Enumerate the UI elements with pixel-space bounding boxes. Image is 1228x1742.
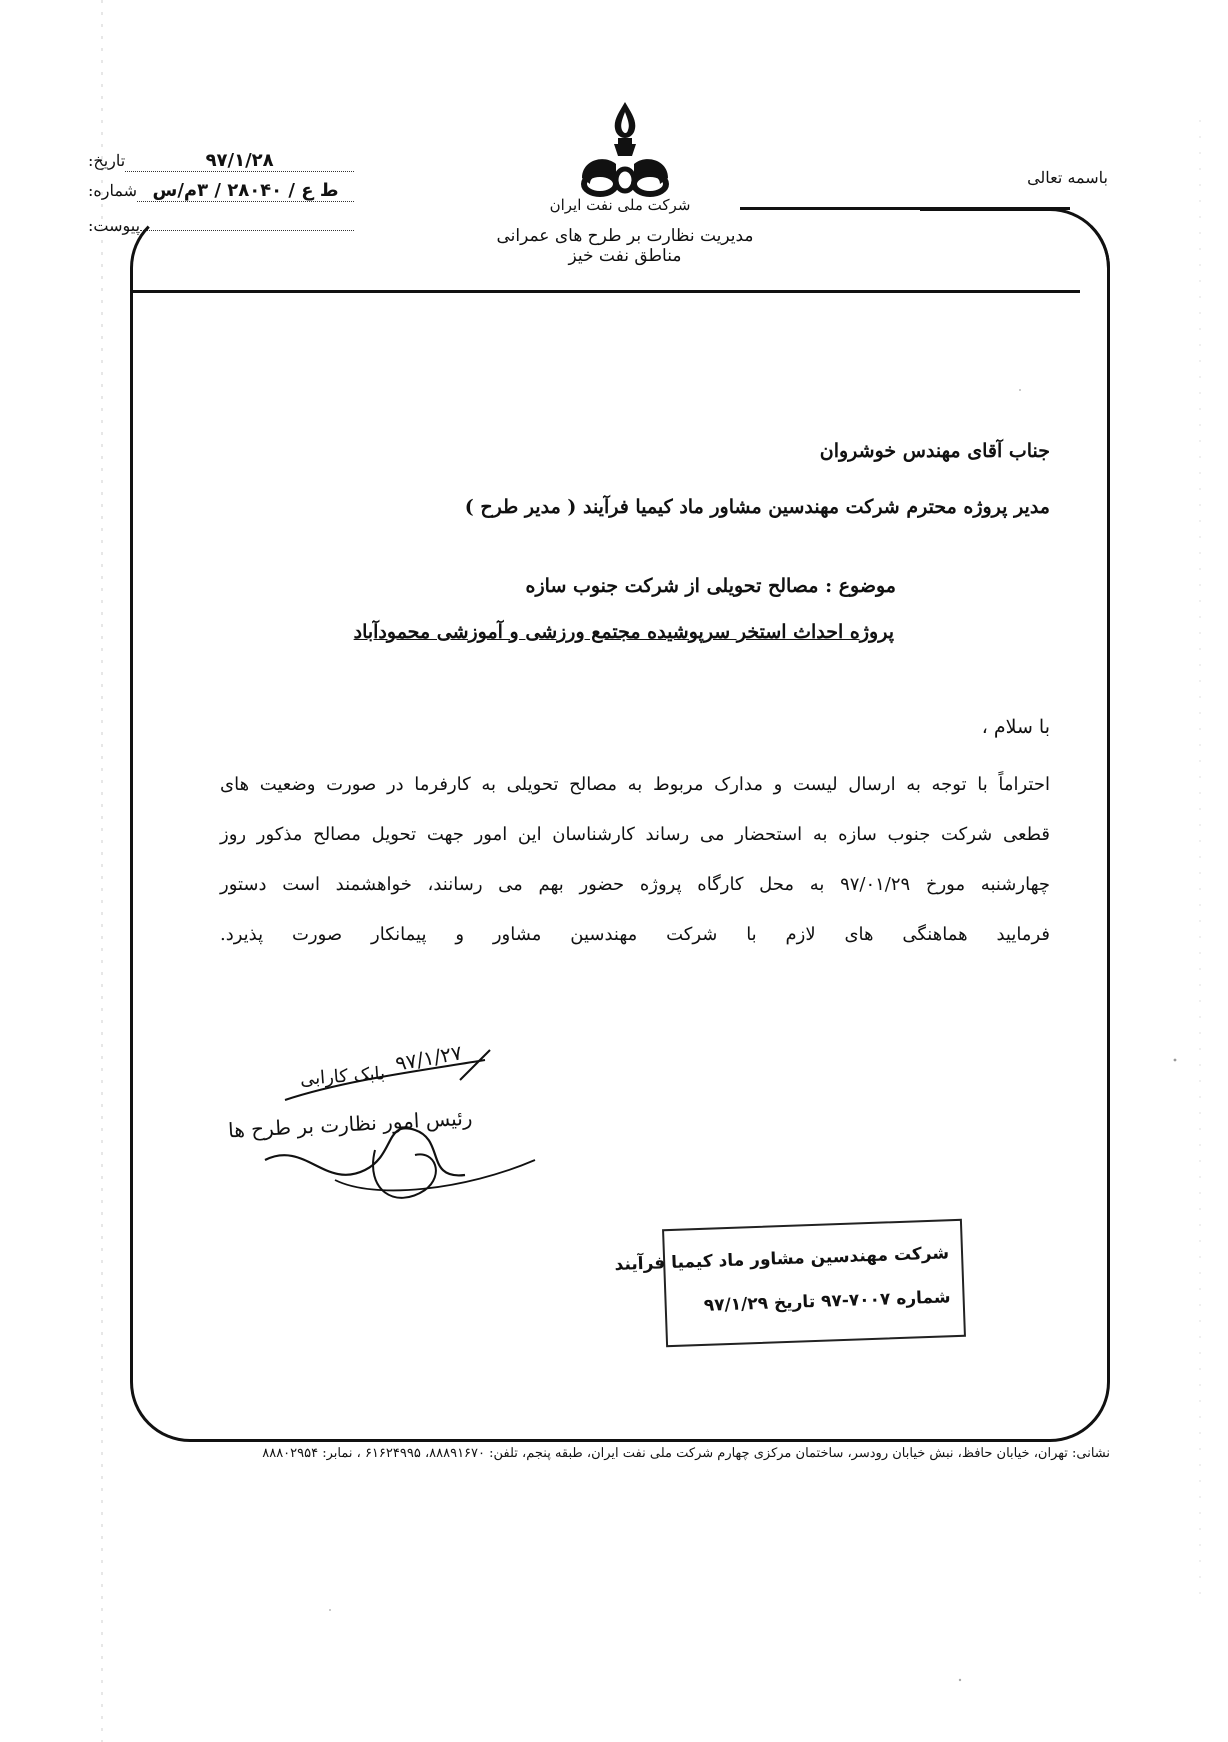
nioc-logo bbox=[560, 98, 690, 208]
signatory-name: بابک کارابی bbox=[299, 1063, 386, 1090]
paragraph-line: چهارشنبه مورخ ۹۷/۰۱/۲۹ به محل کارگاه پروژه حضور بهم می رسانند، خواهشمند است دستور bbox=[220, 874, 1050, 895]
subject-line-1: موضوع : مصالح تحویلی از شرکت جنوب سازه bbox=[525, 575, 896, 597]
signatory-title: رئیس امور نظارت بر طرح ها bbox=[227, 1105, 473, 1143]
org-name: شرکت ملی نفت ایران bbox=[549, 196, 691, 214]
stamp-number-date: شماره ۷۰۰۷-۹۷ تاریخ ۹۷/۱/۲۹ bbox=[703, 1287, 951, 1316]
date-row bbox=[84, 150, 354, 180]
bism-heading: باسمه تعالی bbox=[1027, 168, 1108, 187]
date-label: تاریخ: bbox=[88, 151, 126, 170]
footer-address: نشانی: تهران، خیابان حافظ، نبش خیابان رودسر، ساختمان مرکزی چهارم شرکت ملی نفت ایران، طبقه پنجم، تلفن: ۸۸۸۹۱۶۷۰، ۶۱۶۲۴۹۹۵ ، نمابر: ۸۸۸۰۲۹۵۴ bbox=[262, 1446, 1110, 1461]
addressee-line-1: جناب آقای مهندس خوشروان bbox=[819, 440, 1050, 462]
dept-name: مدیریت نظارت بر طرح های عمرانی مناطق نفت خیز bbox=[496, 226, 754, 266]
paragraph-line: احتراماً با توجه به ارسال لیست و مدارک مربوط به مصالح تحویلی به کارفرما در صورت وضعیت های bbox=[220, 774, 1050, 795]
date-value: ۹۷/۱/۲۸ bbox=[125, 150, 354, 172]
number-label: شماره: bbox=[88, 181, 138, 200]
addressee-line-2: مدیر پروژه محترم شرکت مهندسین مشاور ماد کیمیا فرآیند ( مدیر طرح ) bbox=[464, 496, 1050, 518]
attachment-label: پیوست: bbox=[88, 216, 141, 235]
subject-line-2: پروژه احداث استخر سرپوشیده مجتمع ورزشی و آموزشی محمودآباد bbox=[353, 621, 894, 643]
paragraph-line: قطعی شرکت جنوب سازه به استحضار می رساند کارشناسان این امور جهت تحویل مصالح مذکور روز bbox=[220, 824, 1050, 845]
stamp-company: شرکت مهندسین مشاور ماد کیمیا فرآیند bbox=[614, 1243, 950, 1275]
nioc-emblem-icon bbox=[560, 98, 690, 208]
body-paragraph bbox=[220, 760, 1050, 960]
paragraph-line: فرمایید هماهنگی های لازم با شرکت مهندسین مشاور و پیمانکار صورت پذیرد. bbox=[220, 924, 1050, 945]
signature-date: ۹۷/۱/۲۷ bbox=[393, 1040, 464, 1076]
number-row bbox=[84, 180, 354, 210]
number-value: ط ع / ۲۸۰۴۰ / ۳م/س bbox=[137, 180, 354, 202]
receipt-stamp bbox=[614, 1219, 966, 1347]
greeting: با سلام ، bbox=[981, 716, 1050, 738]
